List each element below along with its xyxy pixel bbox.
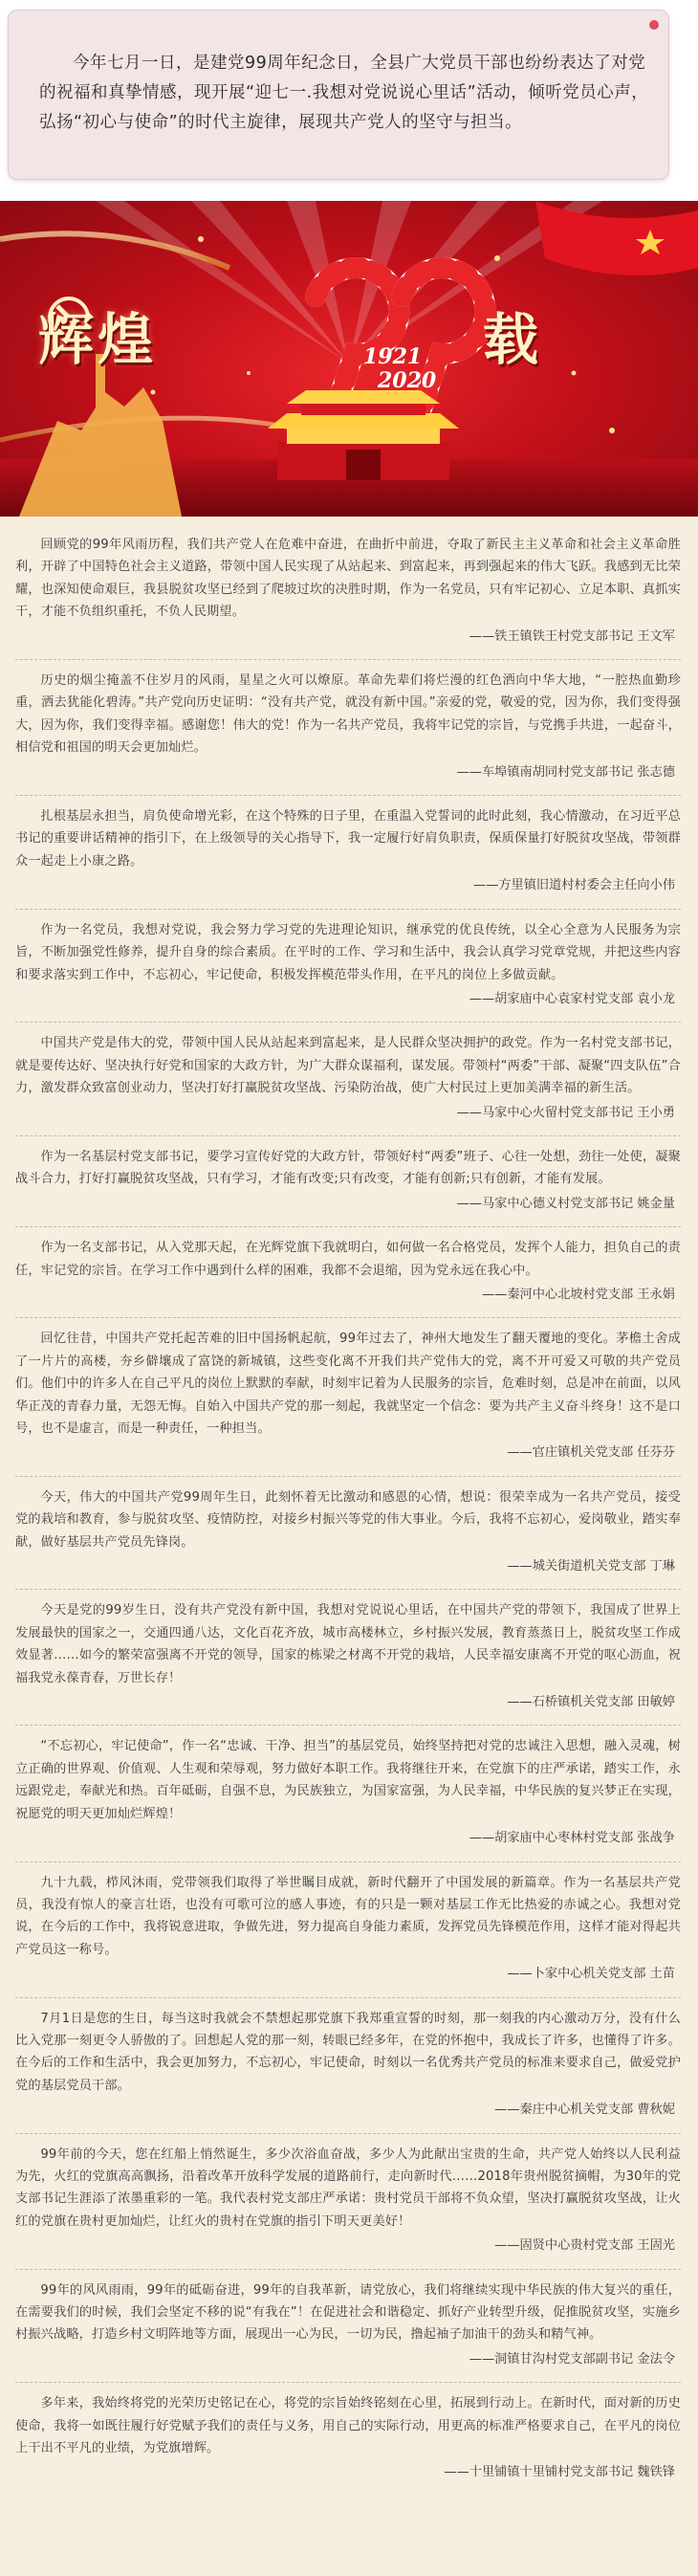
message-signature: ——官庄镇机关党支部 任芬芬 [507,1445,675,1461]
message-entry [15,2144,681,2270]
message-paragraph: 7月1日是您的生日，每当这时我就会不禁想起那党旗下我郑重宣誓的时刻，那一刻我的内心激动万分，没有什么比入党那一刻更令人骄傲的了。回想起人党的那一刻，转眼已经多年，在党的怀抱中，我成长了许多，也懂得了许多。在今后的工作和生活中，我会更加努力，不忘初心，牢记使命，时刻以一名优秀共产党员的标准来要求自己，做爱党护党的基层党员干部。 [15,2011,681,2093]
message-paragraph: 99年前的今天，您在红船上悄然诞生，多少次浴血奋战，多少人为此献出宝贵的生命，共产党人始终以人民利益为先，火红的党旗高高飘扬，沿着改革开放科学发展的道路前行，走向新时代……2018年贵州脱贫摘帽，为30年的党支部书记生涯添了浓墨重彩的一笔。我代表村党支部庄严承诺：贵村党员干部将不负众望，坚决打赢脱贫攻坚战，让火红的党旗在贵村更加灿烂，让红火的贵村在党旗的指引下明天更美好！ [15,2147,681,2229]
message-entry [15,534,681,660]
message-signature: ——铁王镇铁王村党支部书记 王文军 [469,628,675,644]
divider [15,1226,681,1227]
message-signature: ——秦河中心北坡村党支部 王永娟 [481,1287,675,1302]
message-signature: ——石桥镇机关党支部 田敏婷 [507,1695,675,1710]
divider [15,1022,681,1023]
banner-title-right: 载 [483,307,539,372]
message-signature: ——车埠镇南胡同村党支部书记 张志德 [456,764,675,780]
message-paragraph: “不忘初心，牢记使命”，作一名“忠诚、干净、担当”的基层党员，始终坚持把对党的忠诚注入思想，融入灵魂，树立正确的世界观、价值观、人生观和荣辱观，努力做好本职工作。我将继往开来，在党旗下的庄严承诺，踏实工作，永远跟党走，奉献光和热。百年砥砺，自强不息，为民族独立，为国家富强，为人民幸福，中华民族的复兴梦正在实现，祝愿党的明天更加灿烂辉煌！ [15,1739,681,1821]
banner-title-left: 辉煌 [38,307,158,372]
message-signature: ——方里镇旧道村村委会主任向小伟 [473,878,675,893]
message-paragraph: 作为一名支部书记，从入党那天起，在光辉党旗下我就明白，如何做一名合格党员，发挥个人能力，担负自己的责任，牢记党的宗旨。在学习工作中遇到什么样的困难，我都不会退缩，因为党永远在我心中。 [15,1241,681,1278]
message-entry [15,2279,681,2384]
flag-icon [535,201,698,275]
message-signature: ——卜家中心机关党支部 土苗 [507,1967,675,1982]
message-paragraph: 历史的烟尘掩盖不住岁月的风雨，星星之火可以燎原。革命先辈们将烂漫的红色洒向中华大地，“一腔热血勤珍重，洒去犹能化碧涛。”共产党向历史证明：“没有共产党，就没有新中国。”亲爱的党，敬爱的党，因为你，我们变得强大，因为你，我们变得幸福。感谢您！伟大的党！作为一名共产党员，我将牢记党的宗旨，与党携手共进，一起奋斗，相信党和祖国的明天会更加灿烂。 [15,673,681,756]
divider [15,2269,681,2270]
message-signature: ——胡家庙中心袁家村党支部 袁小龙 [469,991,675,1006]
message-paragraph: 今天，伟大的中国共产党99周年生日，此刻怀着无比激动和感恩的心情，想说：很荣幸成为一名共产党员，接受党的栽培和教育，参与脱贫攻坚、疫情防控，对接乡村振兴等党的伟大事业。今后，我将不忘初心，爱岗敬业，踏实奉献，做好基层共产党员先锋岗。 [15,1489,681,1550]
message-entry [15,805,681,910]
message-paragraph: 中国共产党是伟大的党，带领中国人民从站起来到富起来，是人民群众坚决拥护的政党。作为一名村党支部书记，就是要传达好、坚决执行好党和国家的大政方针，为广大群众谋福利，谋发展。带领村“两委”干部、凝聚“四支队伍”合力，激发群众致富创业动力，坚决打好打赢脱贫攻坚战、污染防治战，使广大村民过上更加美满幸福的新生活。 [15,1036,681,1096]
message-paragraph: 多年来，我始终将党的光荣历史铭记在心，将党的宗旨始终铭刻在心里，拓展到行动上。在新时代，面对新的历史使命，我将一如既往履行好党赋予我们的责任与义务，用自己的实际行动，用更高的标准严格要求自己，在平凡的岗位上干出不平凡的业绩，为党旗增辉。 [15,2396,681,2456]
message-paragraph: 作为一名党员，我想对党说，我会努力学习党的先进理论知识，继承党的优良传统，以全心全意为人民服务为宗旨，不断加强党性修养，提升自身的综合素质。在平时的工作、学习和生活中，我会认真学习党章党规，并把这些内容和要求落实到工作中，不忘初心，牢记使命，积极发挥模范带头作用，在平凡的岗位上多做贡献。 [15,922,681,982]
message-entry [15,919,681,1024]
message-entry [15,2008,681,2134]
message-entry [15,2392,681,2484]
divider [15,2382,681,2383]
message-entry [15,670,681,796]
message-entry [15,1237,681,1318]
divider [15,1135,681,1136]
banner-year-start: 1921 [363,344,423,369]
message-signature: ——十里铺镇十里铺村党支部书记 魏铁锋 [444,2465,675,2480]
divider [15,795,681,796]
message-signature: ——马家中心火留村党支部书记 王小勇 [456,1105,675,1120]
divider [15,1861,681,1862]
message-paragraph: 九十九载，栉风沐雨，党带领我们取得了举世瞩目成就，新时代翻开了中国发展的新篇章。作为一名基层共产党员，我没有惊人的豪言壮语，也没有可歌可泣的感人事迹，有的只是一颗对基层工作无比热爱的赤诚之心。我想对党说，在今后的工作中，我将锐意进取，争做先进，努力提高自身能力素质，发挥党员先锋模范作用，这样才能对得起共产党员这一称号。 [15,1875,681,1957]
message-entry [15,1599,681,1726]
divider [15,659,681,660]
message-paragraph: 99年的风风雨雨，99年的砥砺奋进，99年的自我革新，请党放心，我们将继续实现中华民族的伟大复兴的重任，在需要我们的时候，我们会坚定不移的说“有我在”！在促进社会和谐稳定、抓好产业转型升级，促推脱贫攻坚，实施乡村振兴战略，打造乡村文明阵地等方面，展现出一心为民，一切为民，撸起袖子加油干的劲头和精气神。 [15,2282,681,2343]
divider [15,1589,681,1590]
message-entry [15,1146,681,1227]
intro-text: 今年七月一日，是建党99周年纪念日，全县广大党员干部也纷纷表达了对党的祝福和真挚情感，现开展“迎七一.我想对党说说心里话”活动，倾听党员心声，弘扬“初心与使命”的时代主旋律，展现共产党人的坚守与担当。 [39,53,649,132]
divider [15,1997,681,1998]
message-entry [15,1486,681,1591]
message-paragraph: 扎根基层永担当，肩负使命增光彩，在这个特殊的日子里，在重温入党誓词的此时此刻，我心情激动，在习近平总书记的重要讲话精神的指引下，在上级领导的关心指导下，我一定履行好肩负职责，保质保量打好脱贫攻坚战，带领群众一起走上小康之路。 [15,809,681,869]
divider [15,1725,681,1726]
message-signature: ——城关街道机关党支部 丁琳 [507,1559,675,1574]
divider [15,909,681,910]
message-paragraph: 回忆往昔，中国共产党托起苦难的旧中国扬帆起航，99年过去了，神州大地发生了翻天覆地的变化。茅檐土舍成了一片片的高楼，夯乡僻壤成了富饶的新城镇，这些变化离不开我们共产党伟大的党，离不开可爱又可敬的共产党员们。他们中的许多人在自己平凡的岗位上默默的奉献，时刻牢记着为人民服务的宗旨，危难时刻，总是冲在前面，以风华正茂的青春力量，无怨无悔。自始入中国共产党的那一刻起，我就坚定一个信念：要为共产主义奋斗终身！这不是口号，也不是虚言，而是一种责任，一种担当。 [15,1332,681,1436]
monument-statue-graphic [19,354,182,517]
message-entry [15,1032,681,1136]
celebration-banner [0,201,698,517]
message-paragraph: 今天是党的99岁生日，没有共产党没有新中国，我想对党说说心里话，在中国共产党的带领下，我国成了世界上发展最快的国家之一，交通四通八达，文化百花齐放，城市高楼林立，乡村振兴发展，教育蒸蒸日上，脱贫攻坚工作成效显著……如今的繁荣富强离不开党的领导，国家的栋梁之材离不开党的栽培，人民幸福安康离不开党的呕心沥血，祝福我党永葆青春，万世长存！ [15,1603,681,1685]
message-signature: ——马家中心德义村党支部书记 姚金量 [456,1196,675,1211]
banner-year-end: 2020 [378,368,437,393]
intro-section [0,0,698,187]
message-signature: ——胡家庙中心枣林村党支部 张战争 [469,1831,675,1846]
message-entry [15,1872,681,1998]
divider [15,1476,681,1477]
message-signature: ——固贤中心贵村党支部 王固光 [494,2238,675,2254]
messages-article [0,517,698,2576]
intro-card [8,10,669,180]
decor-dot [649,20,659,30]
messages-list [15,534,681,2496]
divider [15,1317,681,1318]
message-signature: ——秦庄中心机关党支部 曹秋妮 [494,2103,675,2118]
message-signature: ——洞镇甘沟村党支部副书记 金法令 [469,2351,675,2367]
divider [15,2133,681,2134]
message-entry [15,1328,681,1476]
message-paragraph: 回顾党的99年风雨历程，我们共产党人在危难中奋进，在曲折中前进，夺取了新民主主义革命和社会主义革命胜利，开辟了中国特色社会主义道路，带领中国人民实现了从站起来、到富起来，再到强起来的伟大飞跃。我感到无比荣耀，也深知使命艰巨，我县脱贫攻坚已经到了爬坡过坎的决胜时期，作为一名党员，只有牢记初心、立足本职、真抓实干，才能不负组织重托，不负人民期望。 [15,538,681,620]
message-entry [15,1735,681,1861]
message-paragraph: 作为一名基层村党支部书记，要学习宣传好党的大政方针，带领好村“两委”班子、心往一处想，劲往一处使，凝聚战斗合力，打好打赢脱贫攻坚战，只有学习，才能有改变;只有改变，才能有创新;只有创新，才能有发展。 [15,1149,681,1187]
